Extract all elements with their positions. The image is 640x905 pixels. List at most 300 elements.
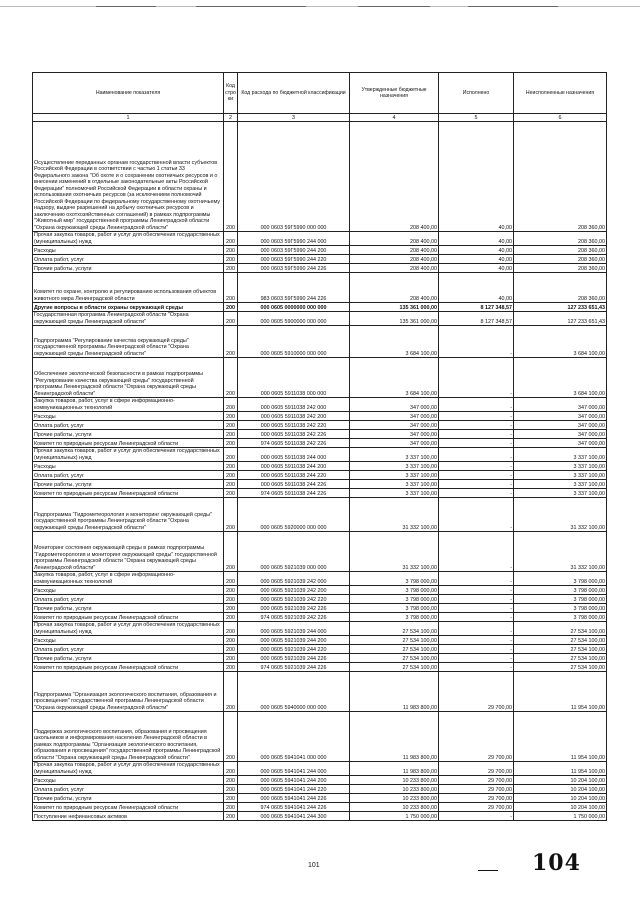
row-executed: - [439, 480, 514, 489]
row-unexecuted: 208 360,00 [514, 246, 607, 255]
row-kbk: 000 0605 5920000 000 000 [238, 498, 350, 532]
row-code: 200 [224, 762, 238, 776]
row-code: 200 [224, 803, 238, 812]
row-kbk: 000 0603 59Г5990 244 220 [238, 255, 350, 264]
table-row [33, 645, 607, 654]
row-kbk: 000 0605 5900000 000 000 [238, 312, 350, 326]
row-executed: - [439, 421, 514, 430]
table-row [33, 439, 607, 448]
table-row [33, 232, 607, 246]
row-kbk: 000 0605 5941041 244 226 [238, 794, 350, 803]
row-code: 200 [224, 303, 238, 312]
row-code: 200 [224, 595, 238, 604]
row-kbk: 000 0605 5921039 242 226 [238, 604, 350, 613]
row-kbk: 000 0605 5921039 000 000 [238, 532, 350, 572]
column-number: 4 [350, 114, 439, 122]
row-kbk: 000 0605 5911038 242 000 [238, 398, 350, 412]
table-row [33, 448, 607, 462]
row-executed: 29 700,00 [439, 794, 514, 803]
row-unexecuted: 11 954 100,00 [514, 762, 607, 776]
row-code: 200 [224, 255, 238, 264]
row-unexecuted: 347 000,00 [514, 421, 607, 430]
row-executed: - [439, 622, 514, 636]
row-executed: - [439, 412, 514, 421]
row-code: 200 [224, 812, 238, 821]
column-number: 3 [238, 114, 350, 122]
row-code: 200 [224, 532, 238, 572]
row-code: 200 [224, 645, 238, 654]
row-kbk: 000 0603 59Г5990 244 226 [238, 264, 350, 273]
row-code: 200 [224, 622, 238, 636]
table-row [33, 471, 607, 480]
row-unexecuted: 10 204 100,00 [514, 785, 607, 794]
row-name: Прочая закупка товаров, работ и услуг для обеспечения государственных (муниципальных) нужд [33, 232, 224, 246]
row-executed: - [439, 462, 514, 471]
row-unexecuted: 3 684 100,00 [514, 326, 607, 358]
row-code: 200 [224, 264, 238, 273]
row-approved: 3 337 100,00 [350, 480, 439, 489]
row-name: Подпрограмма "Гидрометеорология и мониторинг окружающей среды" государственной программы Ленинградской области "Охрана окружающей среды Ленинградской области" [33, 498, 224, 532]
row-approved: 31 332 100,00 [350, 532, 439, 572]
table-row [33, 613, 607, 622]
row-executed: - [439, 663, 514, 672]
row-kbk: 000 0605 5921039 242 200 [238, 586, 350, 595]
row-unexecuted: 3 798 000,00 [514, 604, 607, 613]
row-code: 200 [224, 572, 238, 586]
row-name: Государственная программа Ленинградской области "Охрана окружающей среды Ленинградской области" [33, 312, 224, 326]
row-approved: 31 332 100,00 [350, 498, 439, 532]
header-executed: Исполнено [439, 73, 514, 114]
table-row [33, 412, 607, 421]
row-unexecuted: 3 337 100,00 [514, 462, 607, 471]
table-row [33, 358, 607, 398]
page-number: 101 [308, 862, 320, 869]
row-executed: 29 700,00 [439, 785, 514, 794]
row-unexecuted: 347 000,00 [514, 412, 607, 421]
row-executed: 29 700,00 [439, 803, 514, 812]
row-kbk: 000 0605 5911038 244 226 [238, 480, 350, 489]
row-name: Обеспечение экологической безопасности в рамках подпрограммы "Регулирование качества окружающей среды" государственной программы Ленинградской области "Охрана окружающей среды Ленинградской области" [33, 358, 224, 398]
row-code: 200 [224, 462, 238, 471]
column-number: 2 [224, 114, 238, 122]
row-kbk: 000 0605 5911038 242 226 [238, 430, 350, 439]
row-code: 200 [224, 273, 238, 303]
table-row [33, 498, 607, 532]
row-code: 200 [224, 672, 238, 712]
row-name: Прочая закупка товаров, работ и услуг для обеспечения государственных (муниципальных) нужд [33, 762, 224, 776]
row-code: 200 [224, 785, 238, 794]
header-name: Наименование показателя [33, 73, 224, 114]
table-row [33, 794, 607, 803]
row-executed: 8 127 348,57 [439, 312, 514, 326]
row-unexecuted: 208 360,00 [514, 122, 607, 232]
column-number: 6 [514, 114, 607, 122]
row-kbk: 974 0605 5921039 242 226 [238, 613, 350, 622]
row-unexecuted: 208 360,00 [514, 232, 607, 246]
row-approved: 10 233 800,00 [350, 794, 439, 803]
row-unexecuted: 10 204 100,00 [514, 803, 607, 812]
row-approved: 208 400,00 [350, 273, 439, 303]
row-unexecuted: 3 798 000,00 [514, 586, 607, 595]
row-code: 200 [224, 471, 238, 480]
row-kbk: 000 0605 5911038 242 200 [238, 412, 350, 421]
row-unexecuted: 27 534 100,00 [514, 645, 607, 654]
column-number-row [33, 114, 607, 122]
row-name: Расходы [33, 462, 224, 471]
header-rule [468, 6, 558, 7]
row-approved: 135 361 000,00 [350, 312, 439, 326]
row-code: 200 [224, 604, 238, 613]
row-approved: 347 000,00 [350, 421, 439, 430]
row-name: Осуществление переданных органам государственной власти субъектов Российской Федерации в соответствии с частью 1 статьи 33 Федерального закона "Об охоте и о сохранении охотничьих ресурсов и о внесении изменений в отдельные законодательные акты Российской Федерации" полномочий Российской Федерации в области охраны и использования охотничьих ресурсов (за исключением полномочий Российской Федерации по федеральному государственному охотничьему надзору, выдаче разрешений на добычу охотничьих ресурсов и заключению охотхозяйственных соглашений) в рамках подпрограммы "Животный мир" государственной программы Ленинградской области "Охрана окружающей среды Ленинградской области" [33, 122, 224, 232]
row-approved: 347 000,00 [350, 398, 439, 412]
row-name: Комитет по природным ресурсам Ленинградской области [33, 803, 224, 812]
row-code: 200 [224, 122, 238, 232]
row-code: 200 [224, 232, 238, 246]
row-executed: - [439, 572, 514, 586]
row-kbk: 974 0605 5911038 244 226 [238, 489, 350, 498]
row-kbk: 000 0605 5911038 242 220 [238, 421, 350, 430]
row-approved: 3 337 100,00 [350, 471, 439, 480]
row-approved: 3 798 000,00 [350, 586, 439, 595]
row-unexecuted: 127 233 651,43 [514, 312, 607, 326]
row-approved: 208 400,00 [350, 255, 439, 264]
row-kbk: 000 0605 0000000 000 000 [238, 303, 350, 312]
row-code: 200 [224, 480, 238, 489]
table-row [33, 326, 607, 358]
row-kbk: 974 0605 5911038 242 226 [238, 439, 350, 448]
row-approved: 3 684 100,00 [350, 326, 439, 358]
column-number: 1 [33, 114, 224, 122]
row-kbk: 000 0605 5921039 242 000 [238, 572, 350, 586]
row-unexecuted: 3 684 100,00 [514, 358, 607, 398]
row-code: 200 [224, 358, 238, 398]
row-approved: 347 000,00 [350, 412, 439, 421]
table-header-row [33, 73, 607, 114]
row-kbk: 000 0605 5921039 244 226 [238, 654, 350, 663]
row-unexecuted: 11 954 100,00 [514, 712, 607, 762]
table-row [33, 398, 607, 412]
row-executed: 40,00 [439, 264, 514, 273]
table-row [33, 622, 607, 636]
row-code: 200 [224, 448, 238, 462]
table-row [33, 762, 607, 776]
table-row [33, 654, 607, 663]
row-kbk: 000 0603 59Г5990 000 000 [238, 122, 350, 232]
table-row [33, 604, 607, 613]
row-unexecuted: 3 337 100,00 [514, 480, 607, 489]
row-kbk: 000 0605 5921039 244 000 [238, 622, 350, 636]
row-approved: 27 534 100,00 [350, 645, 439, 654]
row-approved: 347 000,00 [350, 430, 439, 439]
row-approved: 3 337 100,00 [350, 489, 439, 498]
table-row [33, 812, 607, 821]
row-code: 200 [224, 794, 238, 803]
row-name: Расходы [33, 246, 224, 255]
table-row [33, 489, 607, 498]
row-name: Другие вопросы в области охраны окружающей среды [33, 303, 224, 312]
row-code: 200 [224, 398, 238, 412]
column-number: 5 [439, 114, 514, 122]
table-row [33, 672, 607, 712]
row-executed: - [439, 498, 514, 532]
row-executed: 8 127 348,57 [439, 303, 514, 312]
header-rule [196, 6, 306, 7]
row-name: Расходы [33, 636, 224, 645]
table-row [33, 122, 607, 232]
header-rule [358, 6, 430, 7]
row-approved: 10 233 800,00 [350, 776, 439, 785]
row-kbk: 000 0605 5911038 244 200 [238, 462, 350, 471]
row-unexecuted: 208 360,00 [514, 273, 607, 303]
row-code: 200 [224, 636, 238, 645]
table-row [33, 776, 607, 785]
row-name: Оплата работ, услуг [33, 785, 224, 794]
row-unexecuted: 10 204 100,00 [514, 776, 607, 785]
row-executed: - [439, 532, 514, 572]
row-kbk: 974 0605 5941041 244 226 [238, 803, 350, 812]
table-row [33, 246, 607, 255]
row-approved: 135 361 000,00 [350, 303, 439, 312]
row-executed: - [439, 812, 514, 821]
row-kbk: 000 0605 5941041 244 200 [238, 776, 350, 785]
row-unexecuted: 347 000,00 [514, 439, 607, 448]
row-executed: - [439, 448, 514, 462]
row-name: Комитет по природным ресурсам Ленинградской области [33, 439, 224, 448]
header-unexecuted: Неисполненные назначения [514, 73, 607, 114]
row-name: Комитет по природным ресурсам Ленинградской области [33, 663, 224, 672]
row-unexecuted: 31 332 100,00 [514, 498, 607, 532]
row-approved: 27 534 100,00 [350, 663, 439, 672]
row-unexecuted: 3 337 100,00 [514, 471, 607, 480]
row-unexecuted: 10 204 100,00 [514, 794, 607, 803]
table-row [33, 586, 607, 595]
table-row [33, 430, 607, 439]
row-executed: 29 700,00 [439, 776, 514, 785]
row-kbk: 000 0605 5941041 244 000 [238, 762, 350, 776]
row-name: Прочие работы, услуги [33, 480, 224, 489]
header-approved: Утвержденные бюджетные назначения [350, 73, 439, 114]
row-approved: 10 233 800,00 [350, 785, 439, 794]
row-approved: 27 534 100,00 [350, 654, 439, 663]
row-name: Закупка товаров, работ, услуг в сфере информационно-коммуникационных технологий [33, 398, 224, 412]
row-approved: 3 798 000,00 [350, 604, 439, 613]
row-approved: 11 983 800,00 [350, 762, 439, 776]
row-executed: - [439, 358, 514, 398]
row-name: Расходы [33, 586, 224, 595]
row-executed: - [439, 489, 514, 498]
row-name: Прочие работы, услуги [33, 654, 224, 663]
handwritten-page-stamp: 104 [532, 850, 581, 876]
stamp-dash [478, 870, 498, 871]
row-kbk: 000 0605 5941041 244 300 [238, 812, 350, 821]
row-unexecuted: 208 360,00 [514, 264, 607, 273]
table-row [33, 480, 607, 489]
row-code: 200 [224, 498, 238, 532]
row-kbk: 000 0603 59Г5990 244 000 [238, 232, 350, 246]
row-name: Поступление нефинансовых активов [33, 812, 224, 821]
table-row [33, 572, 607, 586]
row-executed: - [439, 636, 514, 645]
row-approved: 208 400,00 [350, 232, 439, 246]
row-name: Комитет по охране, контролю и регулированию использования объектов животного мира Ленинградской области [33, 273, 224, 303]
row-executed: - [439, 586, 514, 595]
row-executed: 40,00 [439, 273, 514, 303]
row-unexecuted: 3 337 100,00 [514, 489, 607, 498]
row-name: Оплата работ, услуг [33, 255, 224, 264]
row-code: 200 [224, 712, 238, 762]
row-executed: 29 700,00 [439, 712, 514, 762]
row-name: Прочие работы, услуги [33, 794, 224, 803]
table-row [33, 255, 607, 264]
header-rule [96, 6, 156, 7]
budget-execution-table [32, 72, 607, 821]
row-kbk: 000 0605 5911038 244 000 [238, 448, 350, 462]
row-code: 200 [224, 663, 238, 672]
row-unexecuted: 11 954 100,00 [514, 672, 607, 712]
row-name: Поддержка экологического воспитания, образования и просвещения школьников и информирования населения Ленинградской области в рамках подпрограммы "Организация экологического воспитания, образования и просвещения" государственной программы Ленинградской области "Охрана окружающей среды Ленинградской области" [33, 712, 224, 762]
table-row [33, 663, 607, 672]
row-executed: - [439, 439, 514, 448]
row-name: Закупка товаров, работ, услуг в сфере информационно-коммуникационных технологий [33, 572, 224, 586]
row-name: Подпрограмма "Регулирование качества окружающей среды" государственной программы Ленинградской области "Охрана окружающей среды Ленинградской области" [33, 326, 224, 358]
row-executed: 29 700,00 [439, 762, 514, 776]
row-approved: 10 233 800,00 [350, 803, 439, 812]
row-code: 200 [224, 439, 238, 448]
table-row [33, 803, 607, 812]
row-unexecuted: 347 000,00 [514, 398, 607, 412]
row-unexecuted: 31 332 100,00 [514, 532, 607, 572]
row-kbk: 000 0603 59Г5990 244 200 [238, 246, 350, 255]
row-name: Мониторинг состояния окружающей среды в рамках подпрограммы "Гидрометеорология и мониторинг окружающей среды" государственной программы Ленинградской области "Охрана окружающей среды Ленинградской области" [33, 532, 224, 572]
table-row [33, 462, 607, 471]
row-code: 200 [224, 312, 238, 326]
row-executed: - [439, 654, 514, 663]
row-code: 200 [224, 326, 238, 358]
table-row [33, 785, 607, 794]
table-row [33, 312, 607, 326]
header-kbk: Код расхода по бюджетной классификации [238, 73, 350, 114]
row-kbk: 000 0605 5941041 244 220 [238, 785, 350, 794]
row-unexecuted: 3 798 000,00 [514, 572, 607, 586]
row-code: 200 [224, 776, 238, 785]
row-approved: 208 400,00 [350, 264, 439, 273]
row-approved: 3 798 000,00 [350, 595, 439, 604]
row-name: Прочие работы, услуги [33, 264, 224, 273]
row-executed: 40,00 [439, 122, 514, 232]
row-unexecuted: 27 534 100,00 [514, 663, 607, 672]
row-kbk: 983 0603 59Г5990 244 226 [238, 273, 350, 303]
row-name: Прочие работы, услуги [33, 430, 224, 439]
row-kbk: 000 0605 5911038 244 220 [238, 471, 350, 480]
row-kbk: 000 0605 5940000 000 000 [238, 672, 350, 712]
row-executed: 40,00 [439, 246, 514, 255]
row-executed: - [439, 645, 514, 654]
row-code: 200 [224, 613, 238, 622]
table-row [33, 264, 607, 273]
row-name: Комитет по природным ресурсам Ленинградской области [33, 613, 224, 622]
row-name: Расходы [33, 776, 224, 785]
row-approved: 3 337 100,00 [350, 462, 439, 471]
row-name: Оплата работ, услуг [33, 421, 224, 430]
table-row [33, 712, 607, 762]
row-executed: 40,00 [439, 255, 514, 264]
row-code: 200 [224, 421, 238, 430]
row-executed: - [439, 604, 514, 613]
row-executed: - [439, 613, 514, 622]
row-unexecuted: 127 233 651,43 [514, 303, 607, 312]
row-approved: 3 798 000,00 [350, 572, 439, 586]
table-row [33, 303, 607, 312]
table-row [33, 532, 607, 572]
row-executed: - [439, 326, 514, 358]
row-kbk: 000 0605 5921039 244 200 [238, 636, 350, 645]
row-approved: 11 983 800,00 [350, 672, 439, 712]
row-executed: 29 700,00 [439, 672, 514, 712]
row-name: Оплата работ, услуг [33, 595, 224, 604]
row-name: Прочая закупка товаров, работ и услуг для обеспечения государственных (муниципальных) нужд [33, 622, 224, 636]
row-name: Подпрограмма "Организация экологического воспитания, образования и просвещения" государственной программы Ленинградской области "Охрана окружающей среды Ленинградской области" [33, 672, 224, 712]
row-code: 200 [224, 246, 238, 255]
row-kbk: 974 0605 5921039 244 226 [238, 663, 350, 672]
row-unexecuted: 3 798 000,00 [514, 595, 607, 604]
row-kbk: 000 0605 5910000 000 000 [238, 326, 350, 358]
row-unexecuted: 347 000,00 [514, 430, 607, 439]
row-code: 200 [224, 489, 238, 498]
row-approved: 3 798 000,00 [350, 613, 439, 622]
row-approved: 11 983 800,00 [350, 712, 439, 762]
row-unexecuted: 208 360,00 [514, 255, 607, 264]
row-code: 200 [224, 654, 238, 663]
row-approved: 347 000,00 [350, 439, 439, 448]
row-executed: - [439, 398, 514, 412]
row-name: Оплата работ, услуг [33, 645, 224, 654]
row-unexecuted: 27 534 100,00 [514, 636, 607, 645]
row-kbk: 000 0605 5921039 242 220 [238, 595, 350, 604]
table-row [33, 273, 607, 303]
row-kbk: 000 0605 5911038 000 000 [238, 358, 350, 398]
row-code: 200 [224, 430, 238, 439]
header-code: Код стро ки [224, 73, 238, 114]
row-approved: 27 534 100,00 [350, 636, 439, 645]
row-approved: 208 400,00 [350, 122, 439, 232]
row-code: 200 [224, 586, 238, 595]
row-approved: 1 750 000,00 [350, 812, 439, 821]
row-name: Прочая закупка товаров, работ и услуг для обеспечения государственных (муниципальных) нужд [33, 448, 224, 462]
row-approved: 27 534 100,00 [350, 622, 439, 636]
table-row [33, 636, 607, 645]
row-approved: 208 400,00 [350, 246, 439, 255]
row-unexecuted: 1 750 000,00 [514, 812, 607, 821]
row-executed: 40,00 [439, 232, 514, 246]
row-code: 200 [224, 412, 238, 421]
row-executed: - [439, 430, 514, 439]
row-kbk: 000 0605 5921039 244 220 [238, 645, 350, 654]
table-row [33, 595, 607, 604]
row-unexecuted: 27 534 100,00 [514, 622, 607, 636]
table-row [33, 421, 607, 430]
row-name: Комитет по природным ресурсам Ленинградской области [33, 489, 224, 498]
row-name: Расходы [33, 412, 224, 421]
row-unexecuted: 3 337 100,00 [514, 448, 607, 462]
row-kbk: 000 0605 5941041 000 000 [238, 712, 350, 762]
row-name: Оплата работ, услуг [33, 471, 224, 480]
row-approved: 3 337 100,00 [350, 448, 439, 462]
row-executed: - [439, 595, 514, 604]
row-unexecuted: 27 534 100,00 [514, 654, 607, 663]
row-name: Прочие работы, услуги [33, 604, 224, 613]
row-executed: - [439, 471, 514, 480]
